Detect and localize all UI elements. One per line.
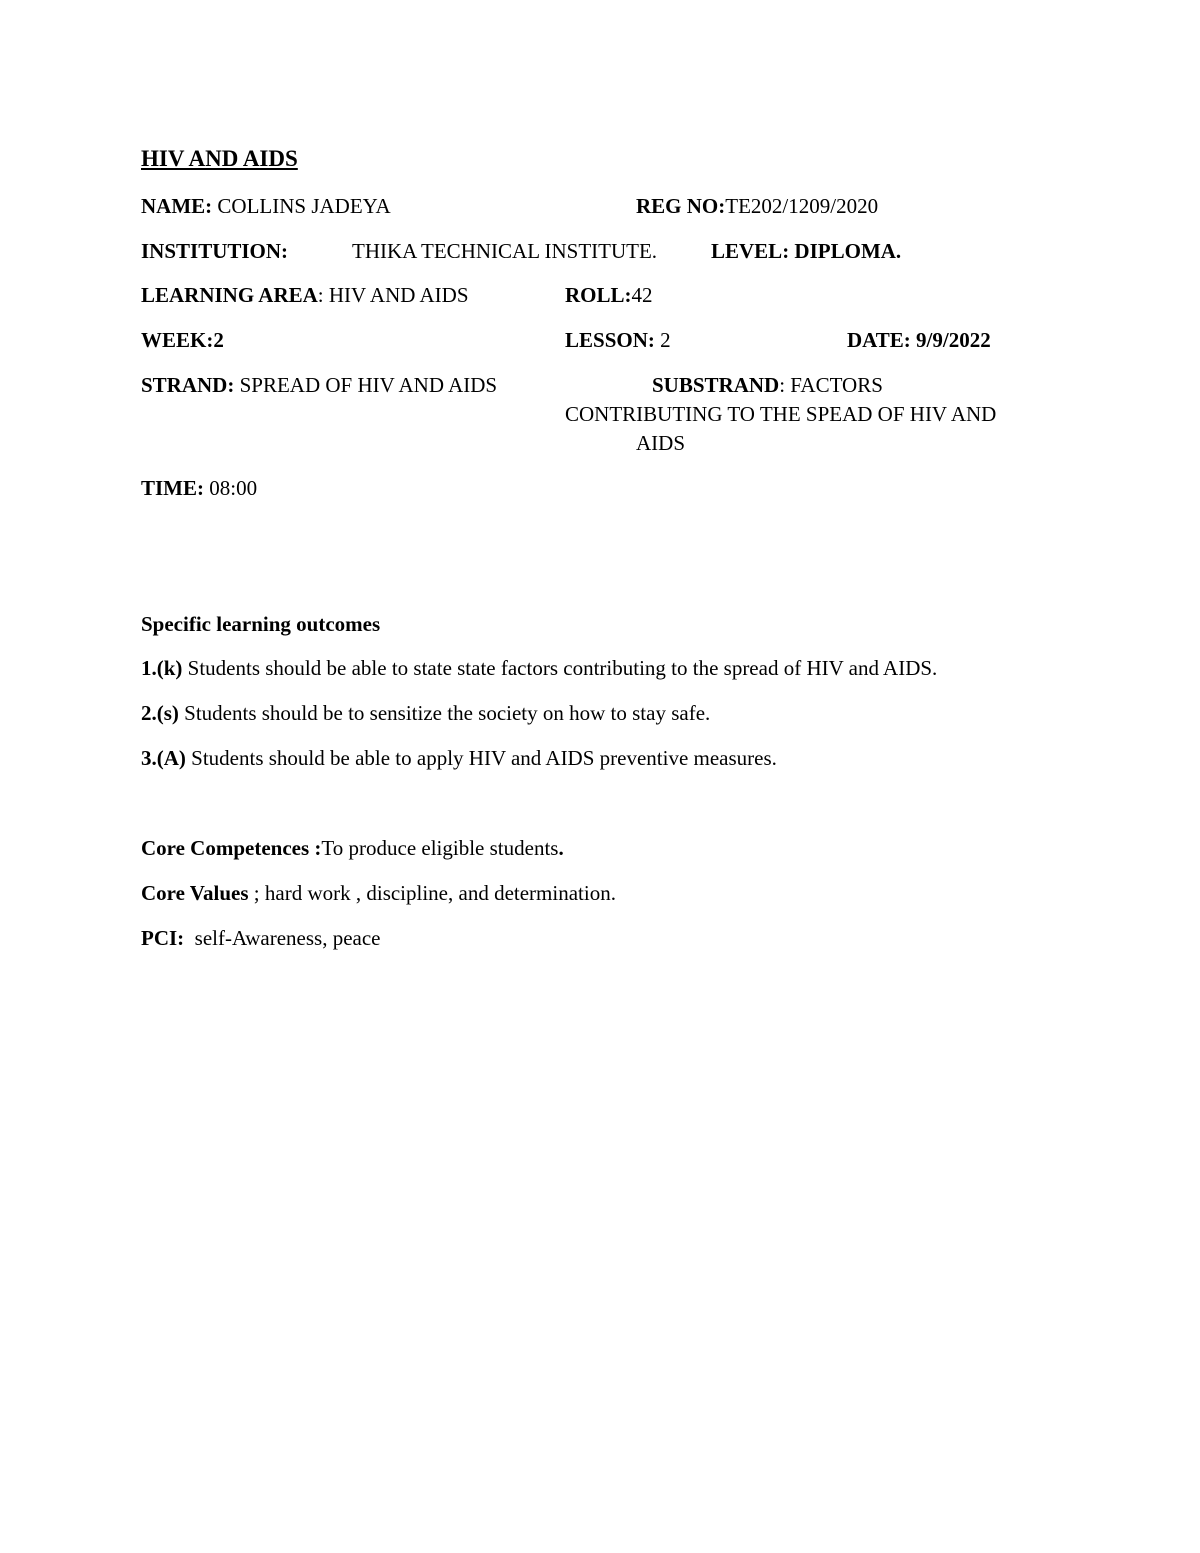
name-value: COLLINS JADEYA bbox=[212, 194, 391, 218]
core-competences-value: To produce eligible students bbox=[321, 836, 559, 860]
reg-no-label: REG NO: bbox=[636, 194, 726, 218]
outcome-marker: 2.(s) bbox=[141, 701, 179, 725]
time-value: 08:00 bbox=[204, 476, 258, 500]
week-label: WEEK:2 bbox=[141, 328, 224, 352]
strand-label: STRAND: bbox=[141, 373, 235, 397]
roll-value: 42 bbox=[631, 283, 653, 307]
pci bbox=[141, 924, 380, 952]
date-label: DATE: 9/9/2022 bbox=[847, 328, 991, 352]
substrand-field bbox=[652, 371, 883, 399]
outcome-item bbox=[141, 654, 937, 682]
time-label: TIME: bbox=[141, 476, 204, 500]
pci-value: self-Awareness, peace bbox=[184, 926, 381, 950]
outcome-item bbox=[141, 699, 710, 727]
lesson-label: LESSON: bbox=[565, 328, 655, 352]
core-competences bbox=[141, 834, 564, 862]
name-label: NAME: bbox=[141, 194, 213, 218]
roll-label: ROLL: bbox=[565, 283, 632, 307]
core-values bbox=[141, 879, 616, 907]
core-values-label: Core Values bbox=[141, 881, 249, 905]
core-competences-end: . bbox=[558, 836, 564, 860]
outcome-text: Students should be able to apply HIV and AIDS preventive measures. bbox=[185, 746, 777, 770]
strand-field bbox=[141, 371, 497, 399]
pci-label: PCI: bbox=[141, 926, 185, 950]
substrand-value-line1: : FACTORS bbox=[779, 373, 883, 397]
lesson-field bbox=[565, 326, 671, 354]
institution-value: THIKA TECHNICAL INSTITUTE. bbox=[352, 239, 658, 263]
outcomes-heading: Specific learning outcomes bbox=[141, 612, 381, 636]
substrand-value-line2: CONTRIBUTING TO THE SPEAD OF HIV AND bbox=[565, 402, 997, 426]
learning-area-label: LEARNING AREA bbox=[141, 283, 318, 307]
reg-no-value: TE202/1209/2020 bbox=[725, 194, 879, 218]
document-title: HIV AND AIDS bbox=[141, 146, 298, 171]
outcome-item bbox=[141, 744, 777, 772]
time-field bbox=[141, 474, 257, 502]
core-competences-label: Core Competences : bbox=[141, 836, 322, 860]
outcome-marker: 1.(k) bbox=[141, 656, 183, 680]
substrand-label: SUBSTRAND bbox=[652, 373, 780, 397]
core-values-value: ; hard work , discipline, and determination. bbox=[248, 881, 616, 905]
level-label: LEVEL: DIPLOMA. bbox=[711, 239, 902, 263]
learning-area-value: : HIV AND AIDS bbox=[317, 283, 469, 307]
name-field bbox=[141, 192, 391, 220]
learning-area-field bbox=[141, 281, 469, 309]
outcome-text: Students should be able to state state factors contributing to the spread of HIV and AIDS. bbox=[182, 656, 938, 680]
institution-label: INSTITUTION: bbox=[141, 239, 289, 263]
outcome-marker: 3.(A) bbox=[141, 746, 186, 770]
outcome-text: Students should be to sensitize the society on how to stay safe. bbox=[178, 701, 711, 725]
reg-no-field bbox=[636, 192, 878, 220]
strand-value: SPREAD OF HIV AND AIDS bbox=[234, 373, 498, 397]
roll-field bbox=[565, 281, 653, 309]
lesson-value: 2 bbox=[654, 328, 671, 352]
substrand-value-line3: AIDS bbox=[636, 431, 686, 455]
